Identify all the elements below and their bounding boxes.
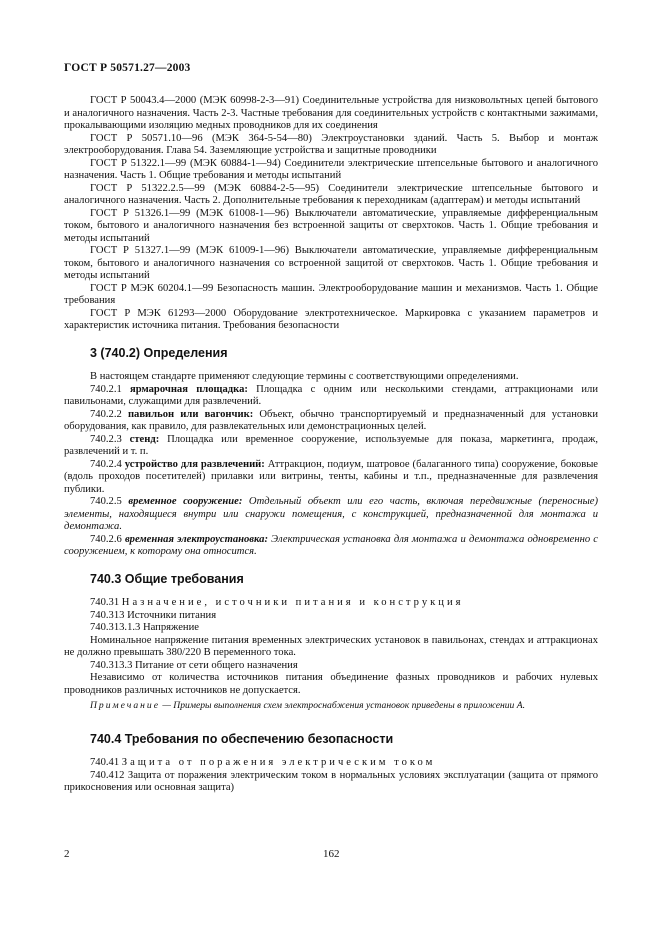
definition-number: 740.2.1: [90, 383, 122, 395]
definition-text: Объект, обычно транспортируемый и предназначенный для установки оборудования, как правило, для развлекательных или демонстрационных целей.: [64, 408, 598, 432]
document-id-header: ГОСТ Р 50571.27—2003: [64, 62, 191, 74]
definitions-intro: В настоящем стандарте применяют следующие термины с соответствующими определениями.: [90, 371, 519, 382]
definition-number: 740.2.5: [90, 496, 122, 507]
reference-item: ГОСТ Р МЭК 61293—2000 Оборудование электротехническое. Маркировка с указанием параметров и характеристик источника питания. Требования безопасности: [64, 307, 598, 331]
definition-term: временное сооружение:: [128, 496, 243, 507]
definition-text: Аттракцион, подиум, шатровое (балаганного типа) сооружение, боковые (вдоль проходов посетителей) прилавки или витрины, тенты, кабины и т.п., предназначенные для развлечения публики.: [64, 458, 599, 495]
definition-term: павильон или вагончик:: [127, 408, 254, 420]
subsection-heading: [64, 757, 598, 770]
subsection-number: 740.41: [90, 757, 120, 768]
subsection-heading: 740.313 Источники питания: [90, 609, 217, 621]
definition-term: стенд:: [129, 433, 160, 445]
note-label: Примечание: [90, 700, 160, 711]
definition-text: Отдельный объект или его часть, включая передвижные (переносные) элементы, находящиеся внутри или снаружи помещения, с конструкцией, предназначенной для монтажа и демонтажа.: [64, 496, 598, 532]
reference-item: ГОСТ Р 51322.2.5—99 (МЭК 60884-2-5—95) Соединители электрические штепсельные бытового и аналогичного назначения. Часть 2. Дополнительные требования к переходникам (адаптерам) и методы испытаний: [64, 182, 598, 206]
page-number-local: 2: [64, 848, 70, 860]
definition-number: 740.2.6: [90, 533, 122, 545]
definition-term: устройство для развлечений:: [124, 458, 265, 470]
definition-term: временная электроустановка:: [124, 533, 268, 545]
page-body: [64, 95, 598, 795]
definition-item: [64, 409, 598, 434]
section-heading-general-requirements: 740.3 Общие требования: [90, 571, 244, 586]
reference-item: ГОСТ Р 50043.4—2000 (МЭК 60998-2-3—91) Соединительные устройства для низковольтных цепей бытового и аналогичного назначения. Часть 2-3. Частные требования для соединительных устройств с контактными зажимами, прокалывающими изоляцию медных проводников для их соединения: [64, 95, 598, 131]
definition-text: Площадка с одним или несколькими стендами, аттракционами или павильонами, служащими для развлечений.: [64, 383, 598, 407]
paragraph: Номинальное напряжение питания временных электрических установок в павильонах, стендах и аттракционах не должно превышать 380/220 В переменного тока.: [64, 634, 598, 658]
reference-item: ГОСТ Р 51322.1—99 (МЭК 60884-1—94) Соединители электрические штепсельные бытового и аналогичного назначения. Часть 1. Общие требования и методы испытаний: [64, 157, 598, 181]
section-heading-safety: 740.4 Требования по обеспечению безопасности: [90, 731, 394, 746]
reference-item: ГОСТ Р 51327.1—99 (МЭК 61009-1—96) Выключатели автоматические, управляемые дифференциальным током, бытового и аналогичного назначения со встроенной защитой от сверхтоков. Часть 1. Общие требования и методы испытаний: [64, 245, 598, 281]
paragraph: Независимо от количества источников питания объединение фазных проводников и рабочих нулевых проводников различных источников не допускается.: [64, 672, 598, 696]
definition-item: [64, 534, 598, 559]
reference-item: ГОСТ Р МЭК 60204.1—99 Безопасность машин. Электрооборудование машин и механизмов. Часть 1. Общие требования: [64, 282, 598, 306]
note: [64, 700, 598, 713]
definition-text: Электрическая установка для монтажа и демонтажа одновременно с сооружением, к которому она относится.: [64, 533, 598, 557]
subsection-title: Назначение, источники питания и конструкция: [121, 597, 464, 608]
definition-text: Площадка или временное сооружение, используемые для показа, маркетинга, продаж, развлечений и т. п.: [64, 433, 599, 457]
subsection-heading: [64, 597, 598, 610]
subsection-heading: 740.313.3 Питание от сети общего назначения: [90, 659, 298, 671]
definition-item: [64, 384, 598, 409]
definition-item: [64, 496, 598, 534]
subsection-title: Защита от поражения электрическим током: [121, 757, 436, 768]
reference-item: ГОСТ Р 50571.10—96 (МЭК 364-5-54—80) Электроустановки зданий. Часть 5. Выбор и монтаж электрооборудования. Глава 54. Заземляющие устройства и защитные проводники: [64, 132, 598, 156]
subsection-number: 740.31: [90, 597, 120, 608]
paragraph: 740.412 Защита от поражения электрическим током в нормальных условиях эксплуатации (защита от прямого прикосновения или основная защита): [64, 769, 598, 793]
definition-number: 740.2.3: [90, 433, 122, 445]
definition-item: [64, 459, 598, 497]
subsection-heading: 740.313.1.3 Напряжение: [90, 622, 199, 633]
note-text: — Примеры выполнения схем электроснабжения установок приведены в приложении А.: [159, 700, 525, 711]
definition-number: 740.2.4: [90, 458, 122, 470]
definition-number: 740.2.2: [90, 408, 122, 420]
page-number-global: 162: [323, 848, 340, 860]
definition-term: ярмарочная площадка:: [130, 383, 248, 395]
definition-item: [64, 434, 598, 459]
section-heading-definitions: 3 (740.2) Определения: [90, 345, 228, 360]
reference-item: ГОСТ Р 51326.1—99 (МЭК 61008-1—96) Выключатели автоматические, управляемые дифференциальным током, бытового и аналогичного назначения без встроенной защиты от сверхтоков. Часть 1. Общие требования и методы испытаний: [64, 207, 598, 244]
